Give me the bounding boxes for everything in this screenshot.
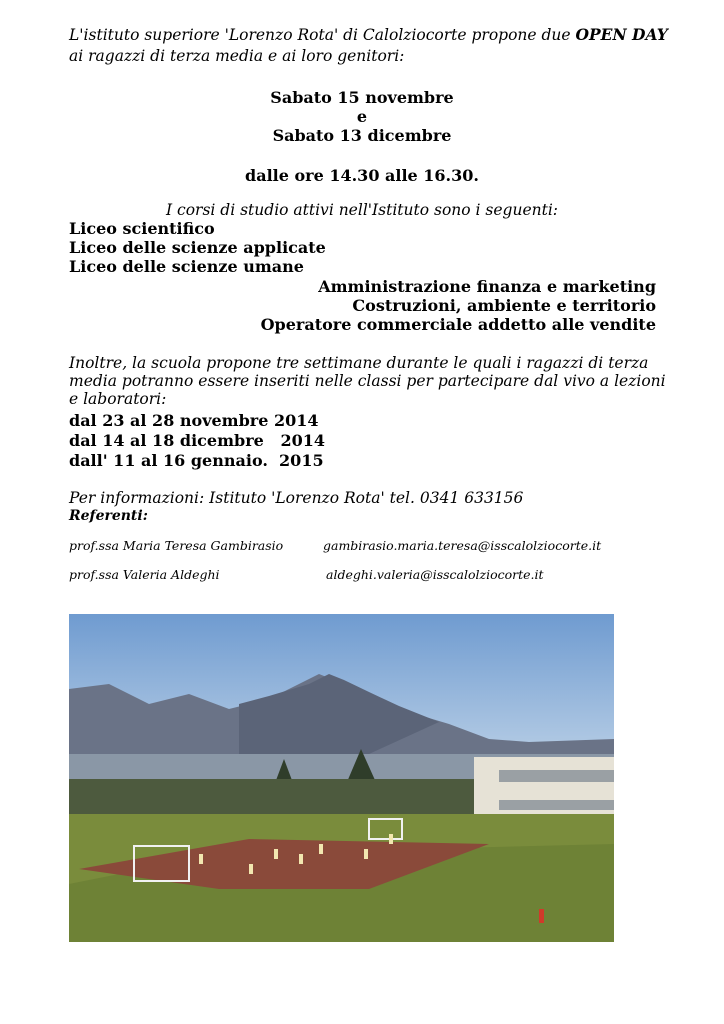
open-day-conjunction: e <box>356 107 368 126</box>
intro-line2: ai ragazzi di terza media e ai loro genitori: <box>69 47 405 65</box>
week-date-1: dal 23 al 28 novembre 2014 <box>69 411 319 430</box>
referent-1-name: prof.ssa Maria Teresa Gambirasio <box>69 538 284 553</box>
weeks-paragraph: Inoltre, la scuola propone tre settimane durante le quali i ragazzi di terza media potranno essere inseriti nelle classi per partecipare dal vivo a lezioni e laboratori: <box>69 354 666 408</box>
open-day-label: OPEN DAY <box>575 25 668 44</box>
referents-label: Referenti: <box>69 508 148 524</box>
open-day-date-2: Sabato 13 dicembre <box>272 126 452 145</box>
course-tecnico-1: Amministrazione finanza e marketing <box>318 277 656 296</box>
course-liceo-1: Liceo scientifico <box>69 219 215 238</box>
week-date-3: dall' 11 al 16 gennaio. 2015 <box>69 451 324 470</box>
courses-heading: I corsi di studio attivi nell'Istituto sono i seguenti: <box>165 201 559 219</box>
referent-1-email[interactable]: gambirasio.maria.teresa@isscalolziocorte.it <box>323 538 602 553</box>
week-date-2: dal 14 al 18 dicembre 2014 <box>69 431 326 450</box>
open-day-hours: dalle ore 14.30 alle 16.30. <box>245 166 479 185</box>
building-windows <box>499 770 614 782</box>
building-windows <box>499 800 614 810</box>
intro-line1: L'istituto superiore 'Lorenzo Rota' di Calolziocorte propone due <box>69 26 576 44</box>
open-day-date-1: Sabato 15 novembre <box>270 88 454 107</box>
course-liceo-2: Liceo delle scienze applicate <box>69 238 326 257</box>
red-post <box>539 909 544 923</box>
info-line: Per informazioni: Istituto 'Lorenzo Rota' tel. 0341 633156 <box>69 489 524 507</box>
referent-2-name: prof.ssa Valeria Aldeghi <box>69 567 220 582</box>
course-tecnico-2: Costruzioni, ambiente e territorio <box>352 296 656 315</box>
course-liceo-3: Liceo delle scienze umane <box>69 257 304 276</box>
referent-2-email[interactable]: aldeghi.valeria@isscalolziocorte.it <box>326 567 544 582</box>
course-tecnico-3: Operatore commerciale addetto alle vendite <box>260 315 656 334</box>
school-landscape-image <box>69 614 614 942</box>
school-photo <box>69 614 614 942</box>
intro-text <box>69 24 668 67</box>
